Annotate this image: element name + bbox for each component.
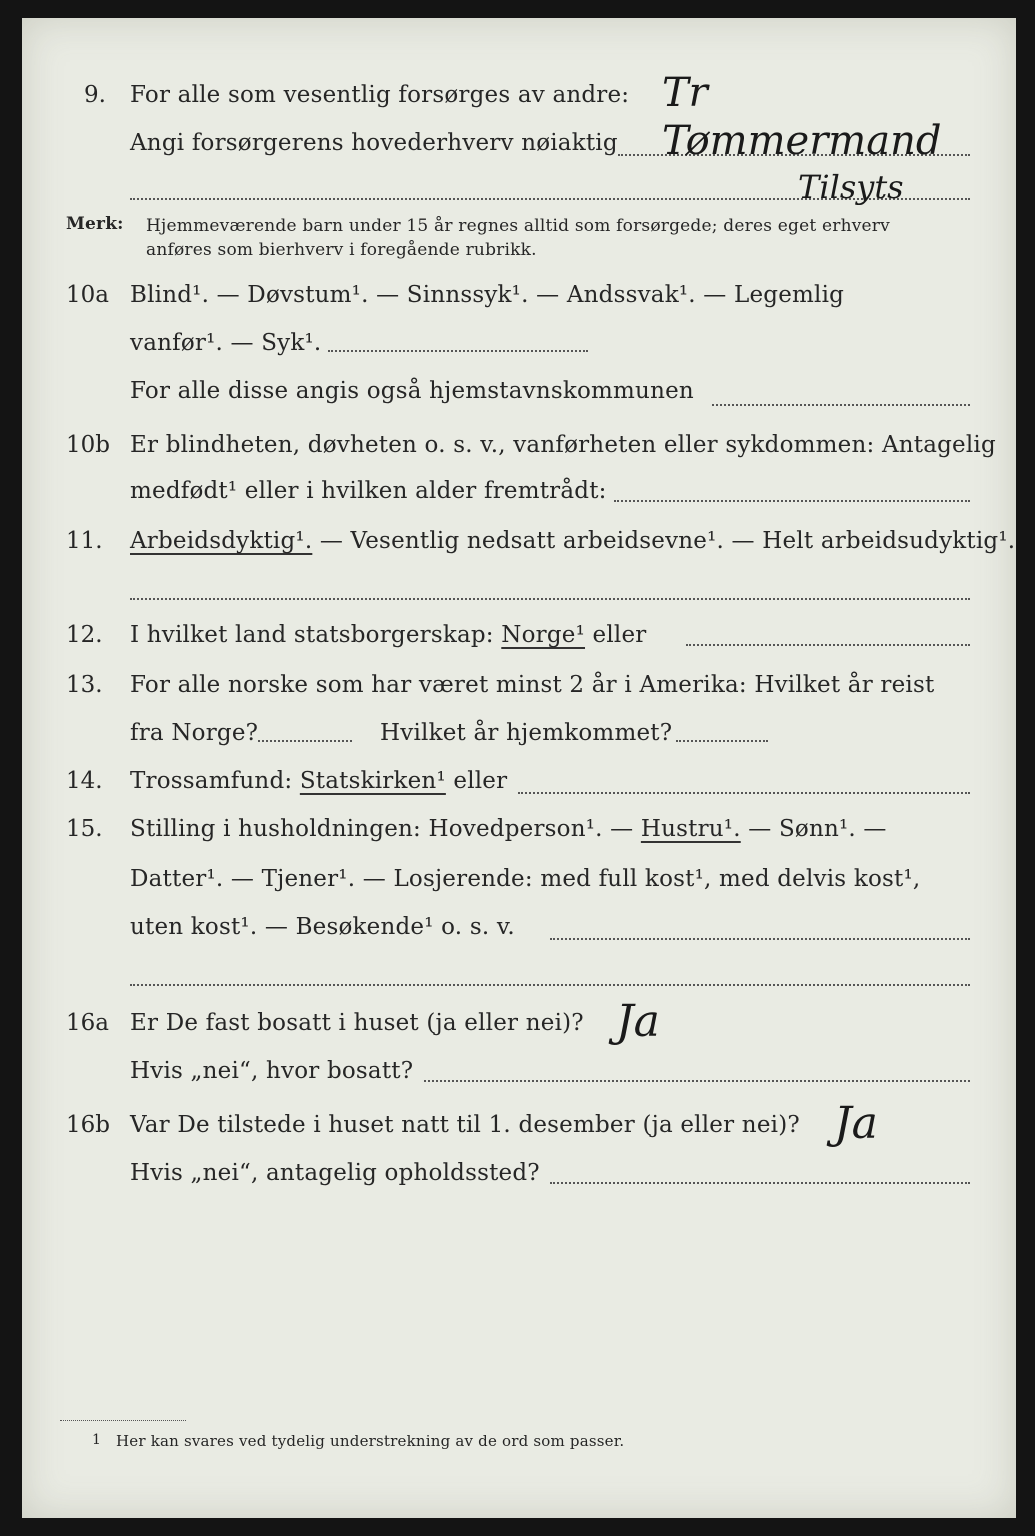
q14-selected-option: Statskirken¹ bbox=[299, 768, 446, 794]
q14-answer-line bbox=[518, 792, 970, 794]
q14-line bbox=[130, 768, 507, 794]
q13-answer-line-1 bbox=[258, 740, 352, 742]
q15-selected-option: Hustru¹. bbox=[640, 816, 741, 842]
q10b-line-2: medfødt¹ eller i hvilken alder fremtrådt: bbox=[130, 478, 607, 504]
q10a-line-1: Blind¹. — Døvstum¹. — Sinnssyk¹. — Andssvak¹. — Legemlig bbox=[130, 282, 845, 308]
q15-number: 15. bbox=[66, 816, 103, 842]
form-page bbox=[22, 18, 1016, 1518]
q15-line-2: Datter¹. — Tjener¹. — Losjerende: med full kost¹, med delvis kost¹, bbox=[130, 866, 921, 892]
q11-answer-line bbox=[130, 598, 970, 600]
q14-number: 14. bbox=[66, 768, 103, 794]
q10a-line-3: For alle disse angis også hjemstavnskommunen bbox=[130, 378, 694, 404]
footnote-text: Her kan svares ved tydelig understrekning av de ord som passer. bbox=[116, 1432, 625, 1450]
q16b-answer-line bbox=[550, 1182, 970, 1184]
q16a-answer-line bbox=[424, 1080, 970, 1082]
q15-line-1-suffix: — Sønn¹. — bbox=[740, 816, 887, 842]
q12-selected-option: Norge¹ bbox=[501, 622, 586, 648]
q12-line bbox=[130, 622, 646, 648]
q12-answer-line bbox=[686, 644, 970, 646]
q14-prefix: Trossamfund: bbox=[130, 768, 300, 794]
q13-answer-line-2 bbox=[676, 740, 768, 742]
q13-line-1: For alle norske som har været minst 2 år i Amerika: Hvilket år reist bbox=[130, 672, 935, 698]
q16b-line-1: Var De tilstede i huset natt til 1. desember (ja eller nei)? bbox=[130, 1112, 800, 1138]
q10b-answer-line bbox=[614, 500, 970, 502]
q13-number: 13. bbox=[66, 672, 103, 698]
q10b-line-1: Er blindheten, døvheten o. s. v., vanførheten eller sykdommen: Antagelig bbox=[130, 432, 996, 458]
q16b-number: 16b bbox=[66, 1112, 110, 1138]
q15-answer-line bbox=[550, 938, 970, 940]
q15-line-1 bbox=[130, 816, 887, 842]
q10a-answer-line-2 bbox=[712, 404, 970, 406]
merk-line-2: anføres som bierhverv i foregående rubrikk. bbox=[146, 240, 537, 260]
q16a-number: 16a bbox=[66, 1010, 109, 1036]
merk-label: Merk: bbox=[66, 214, 124, 234]
q10a-number: 10a bbox=[66, 282, 109, 308]
q13-line-2b: Hvilket år hjemkommet? bbox=[380, 720, 673, 746]
q14-suffix: eller bbox=[445, 768, 508, 794]
q15-answer-line-2 bbox=[130, 984, 970, 986]
q11-line bbox=[130, 528, 1015, 554]
q16a-handwriting-answer: Ja bbox=[616, 996, 660, 1047]
q16b-handwriting-answer: Ja bbox=[834, 1098, 878, 1149]
q11-selected-option: Arbeidsdyktig¹. bbox=[130, 528, 313, 554]
q10b-number: 10b bbox=[66, 432, 110, 458]
q9-line-1: For alle som vesentlig forsørges av andre: bbox=[130, 82, 630, 108]
footnote-mark: 1 bbox=[92, 1432, 102, 1448]
q9-handwriting-answer: Tømmermand bbox=[662, 118, 942, 164]
merk-line-1: Hjemmeværende barn under 15 år regnes alltid som forsørgede; deres eget erhverv bbox=[146, 216, 890, 236]
q9-line-2: Angi forsørgerens hovederhverv nøiaktig bbox=[130, 130, 618, 156]
q12-number: 12. bbox=[66, 622, 103, 648]
q10a-line-2: vanfør¹. — Syk¹. bbox=[130, 330, 322, 356]
q15-line-1-prefix: Stilling i husholdningen: Hovedperson¹. — bbox=[130, 816, 641, 842]
q13-line-2a: fra Norge? bbox=[130, 720, 259, 746]
q11-other-options: — Vesentlig nedsatt arbeidsevne¹. — Helt arbeidsudyktig¹. bbox=[312, 528, 1016, 554]
q9-number: 9. bbox=[84, 82, 106, 108]
q10a-answer-line bbox=[328, 350, 588, 352]
q9-handwriting-note: Tilsyts bbox=[798, 168, 904, 206]
q9-handwriting-prefix: Tr bbox=[662, 70, 708, 116]
q12-suffix: eller bbox=[585, 622, 647, 648]
q16a-line-1: Er De fast bosatt i huset (ja eller nei)? bbox=[130, 1010, 584, 1036]
q12-prefix: I hvilket land statsborgerskap: bbox=[130, 622, 502, 648]
q16a-line-2: Hvis „nei“, hvor bosatt? bbox=[130, 1058, 414, 1084]
footnote-separator bbox=[60, 1420, 186, 1421]
q11-number: 11. bbox=[66, 528, 103, 554]
q15-line-3: uten kost¹. — Besøkende¹ o. s. v. bbox=[130, 914, 515, 940]
q16b-line-2: Hvis „nei“, antagelig opholdssted? bbox=[130, 1160, 540, 1186]
